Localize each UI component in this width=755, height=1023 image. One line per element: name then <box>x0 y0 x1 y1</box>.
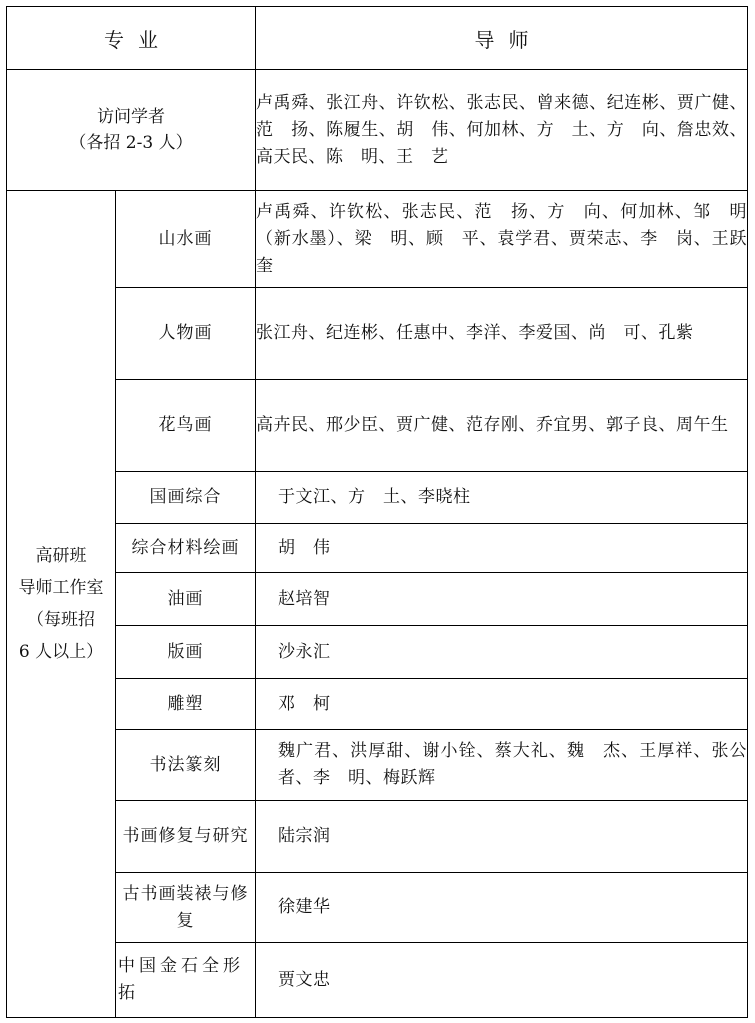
table-row <box>7 524 748 573</box>
advisors-cell: 高卉民、邢少臣、贾广健、范存刚、乔宜男、郭子良、周午生 <box>256 380 748 472</box>
major-cell: 古书画装裱与修复 <box>116 873 256 943</box>
header-advisors: 导师 <box>256 7 748 70</box>
table-row <box>7 288 748 380</box>
studio-group-line: 高研班 <box>35 546 87 566</box>
visiting-scholar-advisors: 卢禹舜、张江舟、许钦松、张志民、曾来德、纪连彬、贾广健、范 扬、陈履生、胡 伟、何加林、方 土、方 向、詹忠效、高天民、陈 明、王 艺 <box>256 70 748 191</box>
advisors-cell: 邓 柯 <box>256 679 748 730</box>
visiting-scholar-title: 访问学者 <box>97 107 165 127</box>
advisors-cell: 贾文忠 <box>256 943 748 1018</box>
major-cell: 书画修复与研究 <box>116 801 256 873</box>
table-row <box>7 191 748 288</box>
table-row <box>7 943 748 1018</box>
visiting-scholar-label <box>7 70 256 191</box>
major-cell: 国画综合 <box>116 472 256 524</box>
table-row <box>7 380 748 472</box>
advisors-cell: 魏广君、洪厚甜、谢小铨、蔡大礼、魏 杰、王厚祥、张公者、李 明、梅跃辉 <box>256 730 748 801</box>
advisors-cell: 沙永汇 <box>256 626 748 679</box>
major-cell: 油画 <box>116 573 256 626</box>
header-major: 专业 <box>7 7 256 70</box>
major-cell: 版画 <box>116 626 256 679</box>
advisors-cell: 张江舟、纪连彬、任惠中、李洋、李爱国、尚 可、孔紫 <box>256 288 748 380</box>
advisors-cell: 徐建华 <box>256 873 748 943</box>
table-row <box>7 573 748 626</box>
major-cell: 综合材料绘画 <box>116 524 256 573</box>
advisors-cell: 胡 伟 <box>256 524 748 573</box>
table-row <box>7 730 748 801</box>
advisors-cell: 卢禹舜、许钦松、张志民、范 扬、方 向、何加林、邹 明（新水墨）、梁 明、顾 平、袁学君、贾荣志、李 岗、王跃奎 <box>256 191 748 288</box>
major-cell: 山水画 <box>116 191 256 288</box>
major-cell: 书法篆刻 <box>116 730 256 801</box>
studio-group-line: 6 人以上） <box>18 642 104 662</box>
table-row <box>7 873 748 943</box>
studio-group-line: 导师工作室 <box>18 578 104 598</box>
major-cell: 花鸟画 <box>116 380 256 472</box>
major-cell: 人物画 <box>116 288 256 380</box>
advisors-cell: 于文江、方 土、李晓柱 <box>256 472 748 524</box>
visiting-scholar-quota: （各招 2-3 人） <box>69 133 193 153</box>
header-row <box>7 7 748 70</box>
major-cell: 中国金石全形拓 <box>116 943 256 1018</box>
advisors-cell: 赵培智 <box>256 573 748 626</box>
table-row <box>7 472 748 524</box>
table-row <box>7 626 748 679</box>
major-cell: 雕塑 <box>116 679 256 730</box>
table-row <box>7 801 748 873</box>
table-row-visiting-scholar <box>7 70 748 191</box>
advisor-table <box>6 6 748 1018</box>
studio-group-line: （每班招 <box>27 610 95 630</box>
studio-group-label <box>7 191 116 1018</box>
advisors-cell: 陆宗润 <box>256 801 748 873</box>
table-row <box>7 679 748 730</box>
